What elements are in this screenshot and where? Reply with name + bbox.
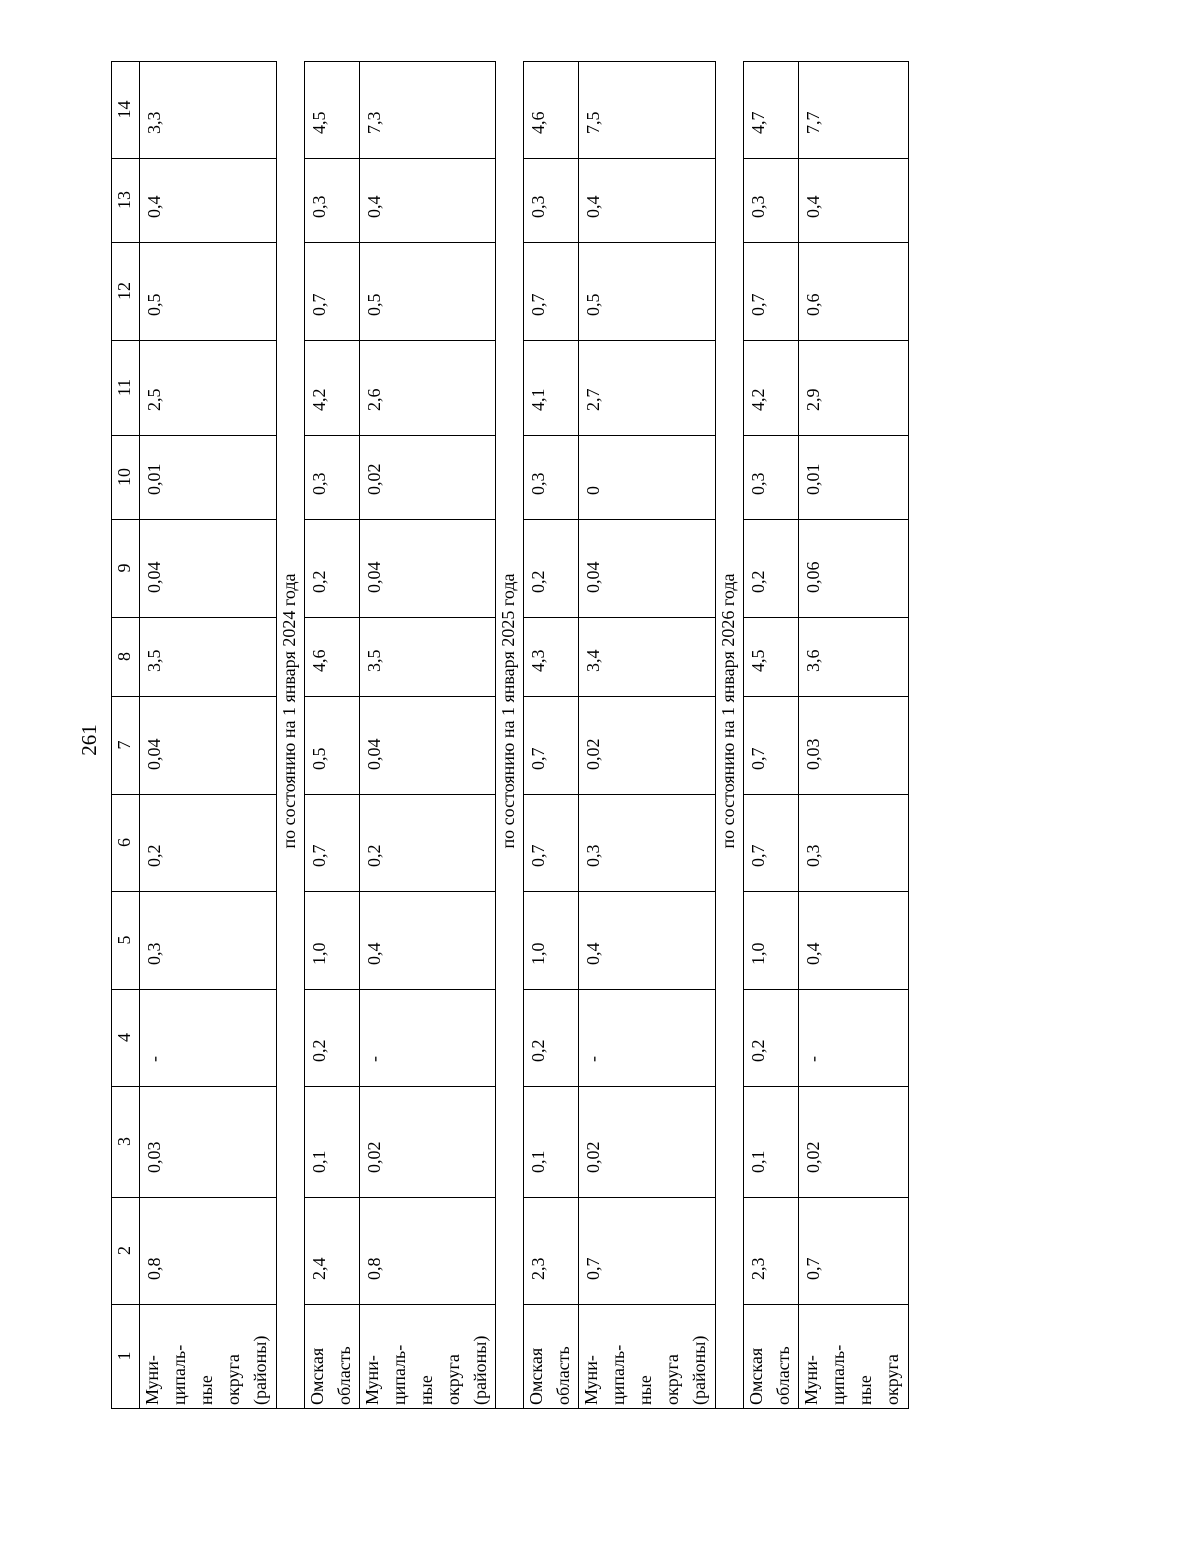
column-number: 10 (114, 468, 134, 486)
cell-value: 2,5 (144, 388, 164, 411)
row-label: Муни- ципаль- ные округа (районы) (362, 1335, 490, 1405)
cell-border (359, 1304, 495, 1305)
section-heading: по состоянию на 1 января 2024 года (279, 573, 299, 849)
cell-border (798, 1304, 908, 1305)
cell-value: 0,4 (364, 942, 384, 965)
cell-value: 4,6 (528, 111, 548, 134)
cell-value: 2,4 (309, 1257, 329, 1280)
column-number: 9 (114, 563, 134, 573)
cell-value: 0,2 (748, 1039, 768, 1062)
cell-value: 0,01 (144, 463, 164, 495)
page-number: 261 (76, 724, 101, 756)
cell-border (578, 1304, 715, 1305)
cell-value: - (583, 1056, 603, 1062)
column-number: 4 (114, 1033, 134, 1042)
cell-value: 0,8 (364, 1257, 384, 1280)
data-table (111, 61, 909, 1409)
row-label: Омская область (526, 1346, 573, 1405)
column-number: 1 (114, 1351, 134, 1361)
cell-value: 0,01 (803, 463, 823, 495)
cell-value: 0,7 (748, 293, 768, 316)
section-heading: по состоянию на 1 января 2026 года (718, 573, 738, 849)
cell-value: 1,0 (748, 942, 768, 965)
cell-value: 0,3 (528, 472, 548, 495)
cell-value: 0,4 (583, 195, 603, 218)
cell-border (743, 1304, 798, 1305)
band-border (798, 61, 799, 1408)
band-border (523, 61, 524, 1408)
cell-value: 0,7 (528, 747, 548, 770)
cell-value: 2,6 (364, 388, 384, 411)
cell-value: 0,2 (309, 1039, 329, 1062)
cell-value: 4,2 (748, 388, 768, 411)
cell-value: 0,7 (528, 293, 548, 316)
column-number: 12 (114, 282, 134, 300)
column-number: 8 (114, 652, 134, 661)
cell-value: 0,2 (309, 570, 329, 593)
cell-value: - (364, 1056, 384, 1062)
cell-value: - (144, 1056, 164, 1062)
cell-value: 0,04 (364, 738, 384, 770)
cell-value: 0,3 (309, 195, 329, 218)
row-label: Омская область (746, 1346, 793, 1405)
cell-value: 0,04 (583, 561, 603, 593)
cell-value: 0,8 (144, 1257, 164, 1280)
band-border (743, 61, 744, 1408)
cell-value: 0,5 (364, 293, 384, 316)
cell-value: 0,2 (528, 1039, 548, 1062)
cell-value: 0,2 (748, 570, 768, 593)
row-label: Муни- ципаль- ные округа (районы) (581, 1335, 709, 1405)
cell-value: 4,5 (748, 649, 768, 672)
cell-value: 0,3 (528, 195, 548, 218)
cell-value: 0 (583, 486, 603, 495)
cell-value: 3,6 (803, 649, 823, 672)
row-label: Муни- ципаль- ные округа (районы) (142, 1335, 270, 1405)
cell-value: 0,02 (364, 463, 384, 495)
cell-value: 0,02 (803, 1141, 823, 1173)
cell-value: 1,0 (309, 942, 329, 965)
cell-value: 4,3 (528, 649, 548, 672)
band-border (578, 61, 579, 1408)
cell-value: 0,02 (364, 1141, 384, 1173)
cell-border (304, 1304, 359, 1305)
cell-value: 4,2 (309, 388, 329, 411)
band-border (359, 61, 360, 1408)
cell-value: 0,7 (748, 844, 768, 867)
cell-border (139, 1304, 276, 1305)
cell-value: 0,4 (803, 942, 823, 965)
cell-value: 3,3 (144, 111, 164, 134)
cell-value: 0,3 (144, 942, 164, 965)
cell-value: 0,06 (803, 561, 823, 593)
cell-value: 0,5 (309, 747, 329, 770)
cell-value: 0,3 (583, 844, 603, 867)
cell-value: 0,4 (803, 195, 823, 218)
cell-value: 7,5 (583, 111, 603, 134)
cell-value: 0,5 (144, 293, 164, 316)
cell-border (523, 1304, 578, 1305)
cell-value: 0,4 (583, 942, 603, 965)
band-border (304, 61, 305, 1408)
cell-value: 3,5 (144, 649, 164, 672)
cell-value: 2,3 (748, 1257, 768, 1280)
cell-value: 0,03 (144, 1141, 164, 1173)
cell-value: 0,3 (803, 844, 823, 867)
cell-value: 2,9 (803, 388, 823, 411)
cell-value: 0,6 (803, 293, 823, 316)
cell-value: 0,2 (528, 570, 548, 593)
cell-value: 2,7 (583, 388, 603, 411)
cell-value: 0,4 (364, 195, 384, 218)
cell-value: 0,5 (583, 293, 603, 316)
cell-value: 0,3 (748, 195, 768, 218)
cell-value: 4,5 (309, 111, 329, 134)
cell-value: 0,1 (528, 1150, 548, 1173)
cell-value: 0,7 (309, 844, 329, 867)
cell-value: 0,7 (583, 1257, 603, 1280)
cell-value: 0,2 (144, 844, 164, 867)
cell-value: 0,4 (144, 195, 164, 218)
cell-value: 4,6 (309, 649, 329, 672)
cell-value: 7,7 (803, 111, 823, 134)
column-number: 7 (114, 740, 134, 750)
cell-value: 0,7 (528, 844, 548, 867)
column-number: 14 (114, 100, 134, 119)
cell-value: 0,7 (748, 747, 768, 770)
column-number: 5 (114, 935, 134, 945)
cell-value: 4,7 (748, 111, 768, 134)
row-label: Муни- ципаль- ные округа (801, 1344, 902, 1405)
column-number: 13 (114, 191, 134, 209)
cell-value: 0,7 (309, 293, 329, 316)
column-number: 11 (114, 378, 134, 397)
cell-value: 4,1 (528, 388, 548, 411)
cell-value: 1,0 (528, 942, 548, 965)
cell-value: 2,3 (528, 1257, 548, 1280)
cell-value: 0,3 (309, 472, 329, 495)
column-number: 3 (114, 1137, 134, 1146)
cell-value: 7,3 (364, 111, 384, 134)
cell-value: 0,1 (748, 1150, 768, 1173)
cell-value: 3,4 (583, 649, 603, 672)
row-label: Омская область (307, 1346, 354, 1405)
cell-value: 0,7 (803, 1257, 823, 1280)
cell-value: 0,03 (803, 738, 823, 770)
cell-value: 0,04 (144, 561, 164, 593)
cell-value: 0,02 (583, 1141, 603, 1173)
cell-value: 3,5 (364, 649, 384, 672)
band-border (139, 61, 140, 1408)
section-heading: по состоянию на 1 января 2025 года (498, 573, 518, 849)
cell-value: 0,1 (309, 1150, 329, 1173)
cell-value: 0,04 (144, 738, 164, 770)
cell-value: - (803, 1056, 823, 1062)
cell-value: 0,02 (583, 738, 603, 770)
cell-value: 0,2 (364, 844, 384, 867)
column-number: 6 (114, 838, 134, 847)
column-number: 2 (114, 1246, 134, 1255)
cell-value: 0,04 (364, 561, 384, 593)
cell-value: 0,3 (748, 472, 768, 495)
